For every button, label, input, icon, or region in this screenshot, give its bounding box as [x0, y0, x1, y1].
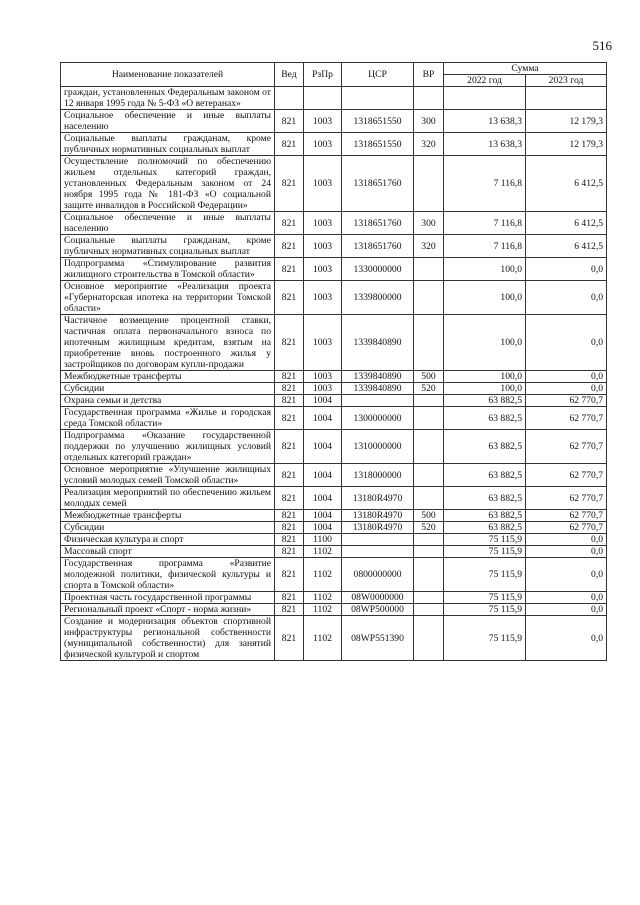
cell-name: Социальное обеспечение и иные выплаты населению [61, 212, 275, 235]
cell-vr [414, 604, 444, 616]
cell-vr: 320 [414, 235, 444, 258]
cell-sum-2022: 100,0 [444, 281, 526, 315]
table-row [61, 383, 607, 395]
cell-name: Социальные выплаты гражданам, кроме публичных нормативных социальных выплат [61, 133, 275, 156]
cell-vr [414, 592, 444, 604]
cell-sum-2022: 7 116,8 [444, 235, 526, 258]
cell-sum-2023: 0,0 [526, 281, 607, 315]
cell-csr: 13180R4970 [342, 510, 414, 522]
cell-sum-2023: 62 770,7 [526, 510, 607, 522]
cell-sum-2023: 62 770,7 [526, 407, 607, 430]
cell-sum-2022: 75 115,9 [444, 616, 526, 661]
cell-csr: 1318651760 [342, 235, 414, 258]
cell-name: Охрана семьи и детства [61, 395, 275, 407]
cell-csr [342, 546, 414, 558]
cell-sum-2023: 0,0 [526, 558, 607, 592]
table-header [61, 63, 607, 87]
cell-rzpr: 1003 [304, 371, 342, 383]
table-row [61, 407, 607, 430]
cell-csr: 1330000000 [342, 258, 414, 281]
cell-ved: 821 [275, 592, 304, 604]
cell-sum-2023 [526, 87, 607, 110]
header-year-2023: 2023 год [526, 75, 607, 87]
cell-rzpr: 1004 [304, 430, 342, 464]
table-row [61, 616, 607, 661]
cell-csr: 08WP500000 [342, 604, 414, 616]
cell-ved: 821 [275, 510, 304, 522]
cell-rzpr: 1003 [304, 156, 342, 212]
cell-sum-2022: 7 116,8 [444, 212, 526, 235]
cell-sum-2023: 0,0 [526, 258, 607, 281]
cell-csr: 1339840890 [342, 371, 414, 383]
cell-ved: 821 [275, 371, 304, 383]
cell-sum-2022: 63 882,5 [444, 510, 526, 522]
cell-name: Межбюджетные трансферты [61, 510, 275, 522]
cell-name: Частичное возмещение процентной ставки, частичная оплата первоначального взноса по ипотечным жилищным кредитам, взятым на приобретение вновь построенного жилья у застройщиков по договорам купли-продажи [61, 315, 275, 371]
cell-ved: 821 [275, 212, 304, 235]
cell-rzpr: 1102 [304, 546, 342, 558]
table-row [61, 522, 607, 534]
cell-sum-2022: 100,0 [444, 315, 526, 371]
cell-sum-2023: 0,0 [526, 616, 607, 661]
cell-csr: 1339840890 [342, 315, 414, 371]
cell-sum-2023: 6 412,5 [526, 235, 607, 258]
table-row [61, 487, 607, 510]
cell-csr: 1339840890 [342, 383, 414, 395]
cell-sum-2023: 62 770,7 [526, 522, 607, 534]
cell-sum-2022: 63 882,5 [444, 407, 526, 430]
header-vr: ВР [414, 63, 444, 87]
cell-sum-2023: 0,0 [526, 371, 607, 383]
cell-vr [414, 487, 444, 510]
cell-ved: 821 [275, 110, 304, 133]
cell-sum-2022: 75 115,9 [444, 604, 526, 616]
cell-rzpr [304, 87, 342, 110]
cell-vr: 300 [414, 212, 444, 235]
header-csr: ЦСР [342, 63, 414, 87]
cell-rzpr: 1100 [304, 534, 342, 546]
cell-vr: 520 [414, 383, 444, 395]
cell-sum-2023: 6 412,5 [526, 212, 607, 235]
cell-vr [414, 87, 444, 110]
cell-csr: 1318651550 [342, 133, 414, 156]
table-row [61, 235, 607, 258]
cell-vr [414, 315, 444, 371]
table-row [61, 315, 607, 371]
cell-sum-2022: 13 638,3 [444, 133, 526, 156]
table-row [61, 133, 607, 156]
cell-vr [414, 464, 444, 487]
page-number: 516 [592, 38, 612, 53]
cell-sum-2023: 62 770,7 [526, 430, 607, 464]
cell-csr: 0800000000 [342, 558, 414, 592]
cell-sum-2022: 7 116,8 [444, 156, 526, 212]
cell-ved: 821 [275, 522, 304, 534]
cell-rzpr: 1003 [304, 110, 342, 133]
table-row [61, 395, 607, 407]
table-row [61, 510, 607, 522]
cell-sum-2023: 62 770,7 [526, 464, 607, 487]
cell-rzpr: 1004 [304, 522, 342, 534]
cell-name: граждан, установленных Федеральным законом от 12 января 1995 года № 5-ФЗ «О ветеранах» [61, 87, 275, 110]
cell-ved: 821 [275, 534, 304, 546]
cell-name: Государственная программа «Жилье и городская среда Томской области» [61, 407, 275, 430]
cell-name: Социальные выплаты гражданам, кроме публичных нормативных социальных выплат [61, 235, 275, 258]
cell-vr [414, 430, 444, 464]
cell-sum-2023: 0,0 [526, 383, 607, 395]
cell-sum-2023: 0,0 [526, 604, 607, 616]
cell-sum-2022: 75 115,9 [444, 558, 526, 592]
cell-name: Региональный проект «Спорт - норма жизни» [61, 604, 275, 616]
table-row [61, 258, 607, 281]
cell-ved: 821 [275, 156, 304, 212]
cell-sum-2022: 63 882,5 [444, 522, 526, 534]
cell-vr [414, 546, 444, 558]
cell-csr: 1310000000 [342, 430, 414, 464]
cell-sum-2023: 0,0 [526, 546, 607, 558]
cell-vr: 520 [414, 522, 444, 534]
cell-vr [414, 534, 444, 546]
cell-vr [414, 616, 444, 661]
table-body [61, 87, 607, 661]
cell-sum-2022: 75 115,9 [444, 592, 526, 604]
cell-vr: 320 [414, 133, 444, 156]
budget-table [60, 62, 607, 661]
cell-sum-2022: 100,0 [444, 258, 526, 281]
cell-csr [342, 87, 414, 110]
cell-csr: 1318651760 [342, 212, 414, 235]
cell-csr: 08W0000000 [342, 592, 414, 604]
cell-sum-2023: 62 770,7 [526, 487, 607, 510]
cell-rzpr: 1004 [304, 407, 342, 430]
cell-vr [414, 281, 444, 315]
cell-ved: 821 [275, 281, 304, 315]
cell-name: Основное мероприятие «Улучшение жилищных условий молодых семей Томской области» [61, 464, 275, 487]
table-row [61, 464, 607, 487]
cell-name: Создание и модернизация объектов спортивной инфраструктуры региональной собственности (муниципальной собственности) для занятий физической культурой и спортом [61, 616, 275, 661]
cell-name: Массовый спорт [61, 546, 275, 558]
cell-csr [342, 395, 414, 407]
header-year-2022: 2022 год [444, 75, 526, 87]
table-row [61, 281, 607, 315]
cell-sum-2022: 63 882,5 [444, 395, 526, 407]
table-row [61, 371, 607, 383]
cell-rzpr: 1004 [304, 395, 342, 407]
cell-name: Проектная часть государственной программы [61, 592, 275, 604]
cell-sum-2023: 12 179,3 [526, 133, 607, 156]
cell-csr [342, 534, 414, 546]
table-row [61, 430, 607, 464]
cell-vr [414, 558, 444, 592]
cell-sum-2022: 75 115,9 [444, 546, 526, 558]
cell-rzpr: 1003 [304, 258, 342, 281]
cell-ved: 821 [275, 464, 304, 487]
cell-ved: 821 [275, 235, 304, 258]
cell-sum-2022: 100,0 [444, 371, 526, 383]
cell-sum-2023: 0,0 [526, 315, 607, 371]
cell-ved: 821 [275, 407, 304, 430]
cell-csr: 1318000000 [342, 464, 414, 487]
cell-csr: 1318651760 [342, 156, 414, 212]
header-ved: Вед [275, 63, 304, 87]
cell-ved: 821 [275, 546, 304, 558]
cell-csr: 1318651550 [342, 110, 414, 133]
cell-name: Субсидии [61, 383, 275, 395]
cell-vr: 500 [414, 371, 444, 383]
cell-vr [414, 407, 444, 430]
cell-rzpr: 1102 [304, 604, 342, 616]
cell-rzpr: 1003 [304, 315, 342, 371]
cell-ved: 821 [275, 133, 304, 156]
cell-sum-2023: 12 179,3 [526, 110, 607, 133]
cell-ved: 821 [275, 616, 304, 661]
cell-ved: 821 [275, 558, 304, 592]
table-row [61, 558, 607, 592]
table-row [61, 212, 607, 235]
cell-csr: 13180R4970 [342, 522, 414, 534]
cell-sum-2023: 0,0 [526, 592, 607, 604]
header-sum: Сумма [444, 63, 607, 75]
cell-name: Государственная программа «Развитие молодежной политики, физической культуры и спорта в Томской области» [61, 558, 275, 592]
cell-sum-2023: 6 412,5 [526, 156, 607, 212]
header-name: Наименование показателей [61, 63, 275, 87]
cell-sum-2023: 62 770,7 [526, 395, 607, 407]
cell-name: Межбюджетные трансферты [61, 371, 275, 383]
cell-name: Реализация мероприятий по обеспечению жильем молодых семей [61, 487, 275, 510]
cell-ved: 821 [275, 395, 304, 407]
cell-sum-2022 [444, 87, 526, 110]
cell-sum-2022: 75 115,9 [444, 534, 526, 546]
cell-vr: 300 [414, 110, 444, 133]
cell-ved: 821 [275, 383, 304, 395]
cell-name: Основное мероприятие «Реализация проекта «Губернаторская ипотека на территории Томской области» [61, 281, 275, 315]
cell-csr: 1339800000 [342, 281, 414, 315]
table-row [61, 87, 607, 110]
cell-rzpr: 1003 [304, 235, 342, 258]
table-row [61, 604, 607, 616]
cell-csr: 1300000000 [342, 407, 414, 430]
cell-ved: 821 [275, 315, 304, 371]
cell-vr [414, 395, 444, 407]
cell-sum-2022: 63 882,5 [444, 487, 526, 510]
cell-csr: 08WP551390 [342, 616, 414, 661]
cell-sum-2022: 63 882,5 [444, 464, 526, 487]
cell-rzpr: 1003 [304, 383, 342, 395]
cell-ved: 821 [275, 258, 304, 281]
cell-csr: 13180R4970 [342, 487, 414, 510]
cell-name: Субсидии [61, 522, 275, 534]
table-row [61, 156, 607, 212]
cell-vr: 500 [414, 510, 444, 522]
cell-ved: 821 [275, 430, 304, 464]
cell-rzpr: 1004 [304, 464, 342, 487]
cell-sum-2022: 100,0 [444, 383, 526, 395]
cell-ved [275, 87, 304, 110]
cell-rzpr: 1003 [304, 212, 342, 235]
cell-rzpr: 1102 [304, 558, 342, 592]
cell-rzpr: 1102 [304, 616, 342, 661]
table-row [61, 110, 607, 133]
cell-rzpr: 1003 [304, 281, 342, 315]
table-row [61, 534, 607, 546]
cell-rzpr: 1003 [304, 133, 342, 156]
table-row [61, 546, 607, 558]
cell-name: Социальное обеспечение и иные выплаты населению [61, 110, 275, 133]
cell-sum-2022: 63 882,5 [444, 430, 526, 464]
header-rzpr: РзПр [304, 63, 342, 87]
cell-vr [414, 258, 444, 281]
cell-rzpr: 1004 [304, 487, 342, 510]
cell-name: Подпрограмма «Оказание государственной поддержки по улучшению жилищных условий отдельных категорий граждан» [61, 430, 275, 464]
cell-rzpr: 1004 [304, 510, 342, 522]
cell-rzpr: 1102 [304, 592, 342, 604]
table-row [61, 592, 607, 604]
cell-ved: 821 [275, 487, 304, 510]
cell-sum-2023: 0,0 [526, 534, 607, 546]
cell-name: Физическая культура и спорт [61, 534, 275, 546]
cell-name: Осуществление полномочий по обеспечению жильем отдельных категорий граждан, установленных Федеральным законом от 24 ноября 1995 года № 181-ФЗ «О социальной защите инвалидов в Российской Федерации» [61, 156, 275, 212]
cell-name: Подпрограмма «Стимулирование развития жилищного строительства в Томской области» [61, 258, 275, 281]
cell-vr [414, 156, 444, 212]
cell-sum-2022: 13 638,3 [444, 110, 526, 133]
cell-ved: 821 [275, 604, 304, 616]
